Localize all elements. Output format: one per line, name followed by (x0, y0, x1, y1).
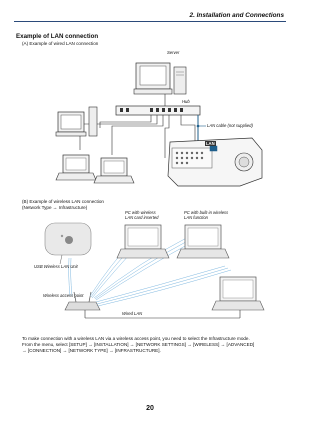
wired-caption: (A) Example of wired LAN connection (22, 41, 99, 46)
laptop-wired (212, 277, 264, 310)
usb-unit-label: USB Wireless LAN Unit (34, 264, 78, 269)
laptop-builtin-wireless (177, 225, 229, 258)
section-header: 2. Installation and Connections (189, 12, 284, 19)
pc-builtin-label-2: LAN function (184, 215, 208, 220)
wired-lan-label: Wired LAN (122, 311, 143, 316)
server-label: Server (167, 50, 180, 55)
wireless-caption-line2: (Network Type → Infrastructure) (22, 205, 88, 210)
body-line-2: From the menu, select [SETUP] → [INSTALLATION] → [NETWORK SETTINGS] → [WIRELESS] → [ADVANCED] (22, 342, 255, 347)
section-title: Example of LAN connection (16, 33, 99, 40)
lan-cable-label: LAN cable (not supplied) (207, 123, 253, 128)
lan-port-label: LAN (206, 141, 215, 146)
pc-builtin-label-1: PC with built-in wireless (184, 210, 229, 215)
body-line-3: → [CONNECTION] → [NETWORK TYPE] → [INFRASTRUCTURE]. (22, 348, 161, 353)
page-number: 20 (146, 405, 154, 412)
pc-card-label-1: PC with wireless (125, 210, 156, 215)
laptop-wireless-card (117, 225, 169, 258)
wireless-caption-line1: (B) Example of wireless LAN connection (22, 199, 104, 204)
pc-card-label-2: LAN card inserted (125, 215, 159, 220)
body-line-1: To make connection with a wireless LAN via a wireless access point, you need to select the Infrastructure mode. (22, 336, 250, 341)
access-point-label: Wireless access point (43, 293, 84, 298)
wireless-projector (45, 223, 91, 255)
hub-label: Hub (182, 99, 190, 104)
